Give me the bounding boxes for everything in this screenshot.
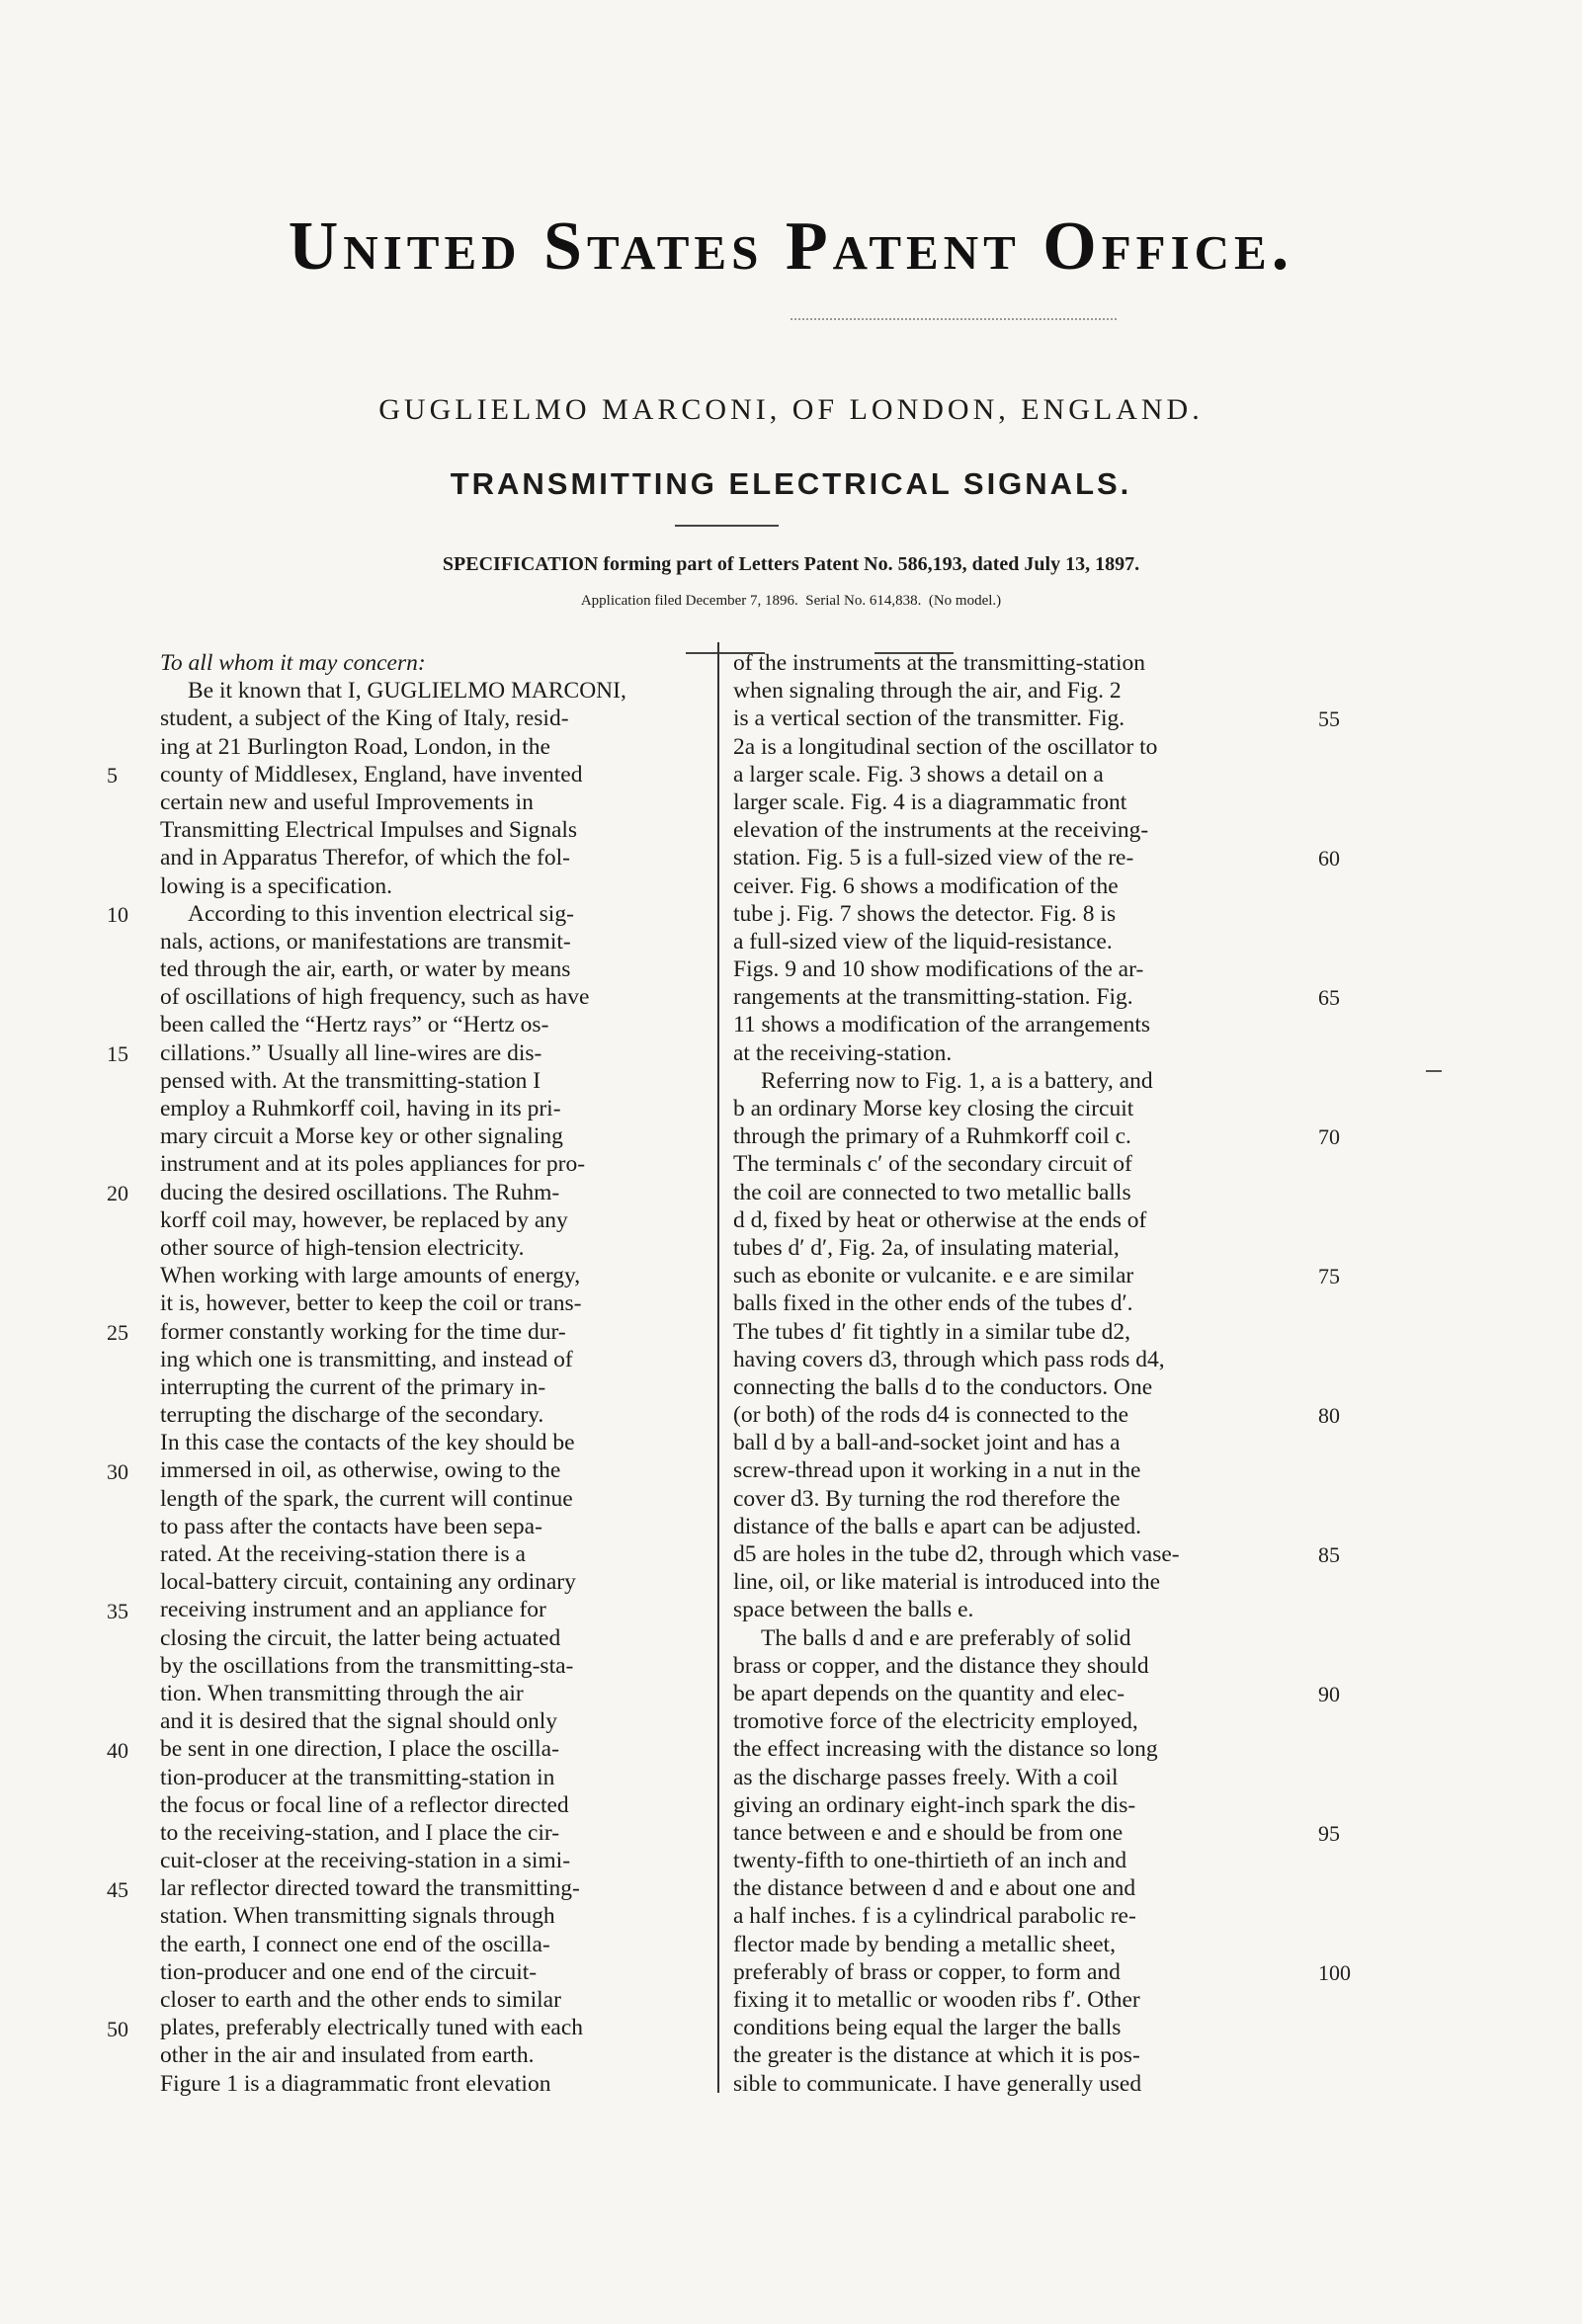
text-line: of oscillations of high frequency, such as have [160, 984, 590, 1011]
text-line: the effect increasing with the distance so long [733, 1736, 1158, 1763]
text-line: immersed in oil, as otherwise, owing to the [160, 1457, 561, 1484]
text-line: The terminals c′ of the secondary circuit of [733, 1151, 1132, 1178]
line-number: 70 [1318, 1124, 1340, 1150]
text-line: and it is desired that the signal should only [160, 1708, 558, 1735]
text-line: tion. When transmitting through the air [160, 1680, 524, 1706]
column-divider [717, 642, 719, 2093]
text-line: Figs. 9 and 10 show modifications of the ar- [733, 956, 1144, 983]
text-line: is a vertical section of the transmitter. Fig. [733, 706, 1125, 732]
text-line: at the receiving-station. [733, 1039, 953, 1066]
invention-title: TRANSMITTING ELECTRICAL SIGNALS. [450, 466, 1132, 501]
text-line: conditions being equal the larger the balls [733, 2015, 1122, 2041]
text-line: cover d3. By turning the rod therefore the [733, 1485, 1121, 1512]
text-line: flector made by bending a metallic sheet, [733, 1931, 1116, 1957]
application-line: Application filed December 7, 1896. Serial No. 614,838. (No model.) [580, 593, 1002, 609]
line-number: 75 [1318, 1264, 1340, 1289]
text-line: Figure 1 is a diagrammatic front elevation [160, 2070, 551, 2097]
text-line: rangements at the transmitting-station. Fig. [733, 984, 1133, 1011]
text-line: the greater is the distance at which it is pos- [733, 2042, 1140, 2069]
text-line: plates, preferably electrically tuned with each [160, 2015, 584, 2041]
text-line: ing at 21 Burlington Road, London, in the [160, 733, 550, 760]
text-line: tion-producer and one end of the circuit- [160, 1958, 538, 1985]
text-line: line, oil, or like material is introduced into the [733, 1569, 1161, 1596]
line-number: 100 [1318, 1960, 1351, 1986]
text-line: instrument and at its poles appliances for pro- [160, 1151, 586, 1178]
text-line: a full-sized view of the liquid-resistance. [733, 928, 1113, 954]
text-line: ted through the air, earth, or water by means [160, 956, 571, 983]
text-line: closing the circuit, the latter being actuated [160, 1624, 561, 1651]
text-line: When working with large amounts of energy, [160, 1263, 581, 1289]
text-line: cuit-closer at the receiving-station in a simi- [160, 1848, 571, 1874]
text-line: local-battery circuit, containing any ordinary [160, 1569, 576, 1596]
text-line: twenty-fifth to one-thirtieth of an inch and [733, 1848, 1127, 1874]
text-line: sible to communicate. I have generally used [733, 2070, 1142, 2097]
text-line: receiving instrument and an appliance for [160, 1597, 546, 1623]
inventor-line: GUGLIELMO MARCONI, OF LONDON, ENGLAND. [378, 393, 1204, 426]
line-number: 55 [1318, 706, 1340, 732]
text-line: tromotive force of the electricity employed, [733, 1708, 1138, 1735]
text-line: closer to earth and the other ends to similar [160, 1987, 561, 2013]
text-line: terrupting the discharge of the secondary. [160, 1402, 544, 1429]
line-number: 95 [1318, 1821, 1340, 1847]
text-line: tance between e and e should be from one [733, 1819, 1124, 1846]
line-number: 20 [107, 1180, 128, 1205]
right-text-column [733, 649, 1307, 2098]
text-line: ceiver. Fig. 6 shows a modification of the [733, 872, 1119, 899]
text-line: mary circuit a Morse key or other signaling [160, 1123, 563, 1150]
text-line: such as ebonite or vulcanite. e e are similar [733, 1263, 1134, 1289]
text-line: pensed with. At the transmitting-station I [160, 1067, 541, 1094]
text-line: giving an ordinary eight-inch spark the dis- [733, 1791, 1136, 1818]
text-line: student, a subject of the King of Italy, resid- [160, 706, 569, 732]
text-line: preferably of brass or copper, to form and [733, 1958, 1121, 1985]
text-line: 2a is a longitudinal section of the oscillator to [733, 733, 1158, 760]
text-line: rated. At the receiving-station there is a [160, 1541, 526, 1567]
text-line: The balls d and e are preferably of solid [761, 1624, 1131, 1651]
line-number: 50 [107, 2016, 128, 2041]
text-line: the distance between d and e about one and [733, 1875, 1136, 1902]
ornamental-dots [791, 318, 1117, 320]
text-line: station. When transmitting signals through [160, 1903, 555, 1930]
text-line: ducing the desired oscillations. The Ruhm- [160, 1179, 560, 1205]
text-line: ball d by a ball-and-socket joint and has a [733, 1430, 1121, 1456]
text-line: tubes d′ d′, Fig. 2a, of insulating material, [733, 1234, 1120, 1261]
text-line: of the instruments at the transmitting-station [733, 650, 1146, 676]
text-line: certain new and useful Improvements in [160, 788, 534, 815]
text-line: length of the spark, the current will continue [160, 1485, 573, 1512]
line-number: 30 [107, 1458, 128, 1484]
text-line: it is, however, better to keep the coil or trans- [160, 1290, 582, 1317]
text-line: other source of high-tension electricity. [160, 1234, 525, 1261]
text-line: be sent in one direction, I place the oscilla- [160, 1736, 559, 1763]
text-line: screw-thread upon it working in a nut in the [733, 1457, 1141, 1484]
line-number: 25 [107, 1319, 128, 1345]
line-number: 90 [1318, 1682, 1340, 1707]
title-rule [675, 525, 779, 527]
text-line: According to this invention electrical sig- [188, 900, 574, 927]
text-line: Referring now to Fig. 1, a is a battery, and [761, 1067, 1153, 1094]
text-line: lar reflector directed toward the transmitting- [160, 1875, 580, 1902]
text-line: Transmitting Electrical Impulses and Signals [160, 817, 578, 844]
text-line: former constantly working for the time dur- [160, 1318, 566, 1345]
text-line: to pass after the contacts have been sepa- [160, 1513, 542, 1539]
text-line: county of Middlesex, England, have invented [160, 761, 583, 788]
text-line: balls fixed in the other ends of the tubes d′. [733, 1290, 1133, 1317]
text-line: when signaling through the air, and Fig. 2 [733, 678, 1122, 705]
specification-line: SPECIFICATION forming part of Letters Patent No. 586,193, dated July 13, 1897. [442, 553, 1140, 575]
line-number: 10 [107, 901, 128, 927]
text-line: tube j. Fig. 7 shows the detector. Fig. 8 is [733, 900, 1117, 927]
text-line: The tubes d′ fit tightly in a similar tube d2, [733, 1318, 1130, 1345]
text-line: fixing it to metallic or wooden ribs f′. Other [733, 1987, 1140, 2013]
text-line: a half inches. f is a cylindrical parabolic re- [733, 1903, 1136, 1930]
text-line: ing which one is transmitting, and instead of [160, 1346, 573, 1372]
text-line: interrupting the current of the primary in- [160, 1373, 546, 1400]
text-line: and in Apparatus Therefor, of which the fol- [160, 845, 570, 872]
line-number: 60 [1318, 846, 1340, 872]
patent-office-title: United States Patent Office. [288, 208, 1294, 285]
text-line: brass or copper, and the distance they should [733, 1652, 1149, 1679]
text-line: to the receiving-station, and I place the cir- [160, 1819, 560, 1846]
text-line: korff coil may, however, be replaced by any [160, 1206, 568, 1233]
text-line: having covers d3, through which pass rods d4, [733, 1346, 1165, 1372]
text-line: cillations.” Usually all line-wires are dis- [160, 1039, 542, 1066]
text-line: (or both) of the rods d4 is connected to the [733, 1402, 1129, 1429]
text-line: tion-producer at the transmitting-station in [160, 1764, 555, 1790]
text-line: d5 are holes in the tube d2, through which vase- [733, 1541, 1180, 1567]
text-line: elevation of the instruments at the receiving- [733, 817, 1149, 844]
text-line: In this case the contacts of the key should be [160, 1430, 575, 1456]
text-line: other in the air and insulated from earth. [160, 2042, 535, 2069]
text-line: been called the “Hertz rays” or “Hertz os- [160, 1012, 549, 1038]
text-line: the focus or focal line of a reflector directed [160, 1791, 569, 1818]
text-line: nals, actions, or manifestations are transmit- [160, 928, 571, 954]
text-line: connecting the balls d to the conductors. One [733, 1373, 1153, 1400]
line-number: 15 [107, 1040, 128, 1066]
text-line: employ a Ruhmkorff coil, having in its pri- [160, 1096, 561, 1121]
text-line: by the oscillations from the transmitting-sta- [160, 1652, 574, 1679]
text-line: space between the balls e. [733, 1597, 974, 1623]
text-line: through the primary of a Ruhmkorff coil c. [733, 1123, 1131, 1150]
line-number: 45 [107, 1876, 128, 1902]
text-line: a larger scale. Fig. 3 shows a detail on a [733, 761, 1104, 788]
left-text-column [160, 649, 706, 2098]
line-number: 65 [1318, 985, 1340, 1011]
text-line: Be it known that I, GUGLIELMO MARCONI, [188, 678, 626, 705]
text-line: b an ordinary Morse key closing the circuit [733, 1096, 1134, 1121]
line-number: 35 [107, 1598, 128, 1623]
text-line: the coil are connected to two metallic balls [733, 1179, 1131, 1205]
line-number: 85 [1318, 1542, 1340, 1568]
margin-tick [1426, 1070, 1442, 1072]
text-line: station. Fig. 5 is a full-sized view of the re- [733, 845, 1134, 872]
text-line: be apart depends on the quantity and elec- [733, 1680, 1125, 1706]
text-line: To all whom it may concern: [160, 650, 426, 676]
text-line: as the discharge passes freely. With a coil [733, 1764, 1119, 1790]
text-line: distance of the balls e apart can be adjusted. [733, 1513, 1142, 1539]
text-line: 11 shows a modification of the arrangements [733, 1012, 1151, 1038]
text-line: the earth, I connect one end of the oscilla- [160, 1931, 550, 1957]
line-number: 5 [107, 762, 118, 788]
text-line: lowing is a specification. [160, 872, 392, 899]
text-line: larger scale. Fig. 4 is a diagrammatic front [733, 788, 1127, 815]
line-number: 80 [1318, 1403, 1340, 1429]
text-line: d d, fixed by heat or otherwise at the ends of [733, 1206, 1147, 1233]
line-number: 40 [107, 1737, 128, 1763]
